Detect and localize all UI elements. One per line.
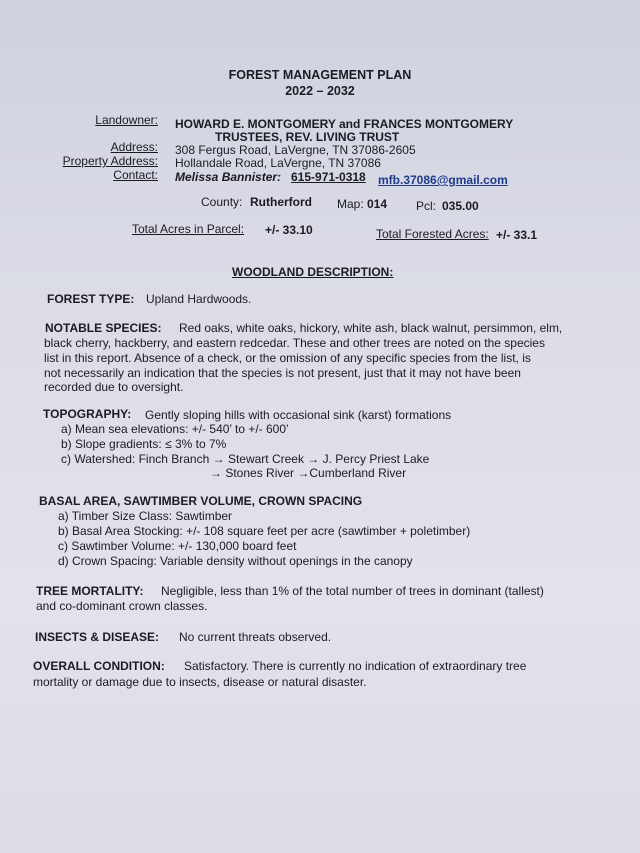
- basal-item-d: d) Crown Spacing: Variable density without openings in the canopy: [58, 554, 413, 568]
- pcl-label: Pcl:: [416, 199, 437, 213]
- map-value: 014: [367, 197, 388, 211]
- county-label: County:: [201, 195, 243, 209]
- basal-item-a: a) Timber Size Class: Sawtimber: [58, 509, 233, 523]
- basal-item-b: b) Basal Area Stocking: +/- 108 square feet per acre (sawtimber + poletimber): [58, 524, 471, 538]
- basal-area-label: BASAL AREA, SAWTIMBER VOLUME, CROWN SPACING: [39, 494, 363, 508]
- overall-condition-label: OVERALL CONDITION:: [33, 659, 165, 673]
- property-address-value: Hollandale Road, LaVergne, TN 37086: [175, 156, 381, 170]
- species-line-5: recorded due to oversight.: [44, 380, 184, 394]
- county-value: Rutherford: [250, 195, 312, 209]
- contact-phone: 615-971-0318: [291, 170, 366, 184]
- landowner-trust: TRUSTEES, REV. LIVING TRUST: [215, 130, 400, 144]
- forested-acres-label: Total Forested Acres:: [376, 227, 489, 241]
- topography-item-c-cont: → Stones River →Cumberland River: [210, 466, 407, 480]
- address-value: 308 Fergus Road, LaVergne, TN 37086-2605: [175, 143, 416, 157]
- species-line-2: black cherry, hackberry, and eastern redcedar. These and other trees are noted on the species: [44, 336, 545, 350]
- insects-disease-label: INSECTS & DISEASE:: [35, 630, 160, 644]
- forest-type-value: Upland Hardwoods.: [146, 292, 252, 306]
- landowner-label: Landowner:: [95, 113, 158, 127]
- plan-years: 2022 – 2032: [285, 84, 355, 98]
- forested-acres-value: +/- 33.1: [496, 228, 538, 242]
- topography-value: Gently sloping hills with occasional sink (karst) formations: [145, 408, 452, 422]
- total-acres-value: +/- 33.10: [265, 223, 313, 237]
- insects-disease-value: No current threats observed.: [179, 630, 332, 644]
- contact-label: Contact:: [113, 168, 158, 182]
- document-title: FOREST MANAGEMENT PLAN: [228, 68, 412, 82]
- topography-item-a: a) Mean sea elevations: +/- 540’ to +/- 600’: [61, 422, 289, 436]
- property-address-label: Property Address:: [62, 154, 158, 168]
- pcl-value: 035.00: [442, 199, 479, 213]
- overall-condition-line-1: Satisfactory. There is currently no indication of extraordinary tree: [184, 659, 527, 673]
- landowner-name: HOWARD E. MONTGOMERY and FRANCES MONTGOMERY: [175, 117, 514, 131]
- topography-item-b: b) Slope gradients: ≤ 3% to 7%: [61, 437, 227, 451]
- topography-item-c: c) Watershed: Finch Branch → Stewart Creek → J. Percy Priest Lake: [61, 452, 430, 466]
- species-line-1: Red oaks, white oaks, hickory, white ash, black walnut, persimmon, elm,: [179, 321, 563, 335]
- species-line-3: list in this report. Absence of a check, or the omission of any specific species from the list, is: [44, 351, 531, 365]
- forest-type-label: FOREST TYPE:: [47, 292, 135, 306]
- basal-item-c: c) Sawtimber Volume: +/- 130,000 board feet: [58, 539, 297, 553]
- woodland-heading: WOODLAND DESCRIPTION:: [232, 265, 394, 279]
- notable-species-label: NOTABLE SPECIES:: [45, 321, 162, 335]
- species-line-4: not necessarily an indication that the species is not present, just that it may not have been: [44, 366, 521, 380]
- overall-condition-line-2: mortality or damage due to insects, disease or natural disaster.: [33, 675, 367, 689]
- contact-email: mfb.37086@gmail.com: [378, 173, 508, 187]
- map-label: Map:: [337, 197, 364, 211]
- tree-mortality-line-1: Negligible, less than 1% of the total number of trees in dominant (tallest): [161, 584, 544, 598]
- topography-label: TOPOGRAPHY:: [43, 407, 132, 421]
- total-acres-label: Total Acres in Parcel:: [132, 222, 245, 236]
- tree-mortality-label: TREE MORTALITY:: [36, 584, 144, 598]
- contact-name: Melissa Bannister:: [175, 170, 282, 184]
- address-label: Address:: [110, 140, 158, 154]
- tree-mortality-line-2: and co-dominant crown classes.: [36, 599, 208, 613]
